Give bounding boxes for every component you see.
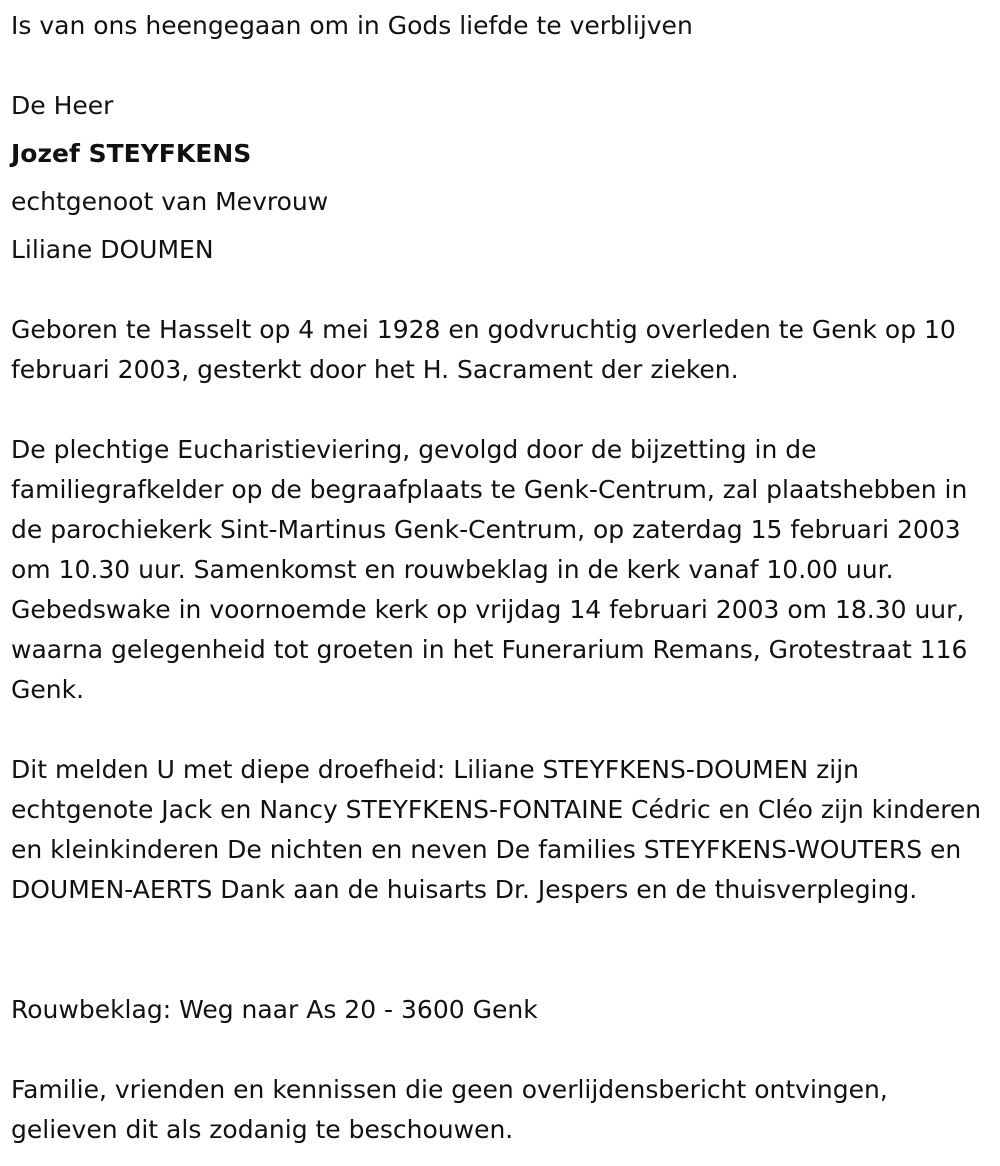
closing-paragraph: Familie, vrienden en kennissen die geen overlijdensbericht ontvingen, gelieven dit als zodanig te beschouwen. — [11, 1075, 888, 1144]
intro-line: Is van ons heengegaan om in Gods liefde te verblijven — [11, 11, 693, 40]
spouse-label: echtgenoot van Mevrouw — [11, 187, 329, 216]
spouse-name: Liliane DOUMEN — [11, 235, 214, 264]
condolence-address: Rouwbeklag: Weg naar As 20 - 3600 Genk — [11, 995, 538, 1024]
birth-death-paragraph: Geboren te Hasselt op 4 mei 1928 en godvruchtig overleden te Genk op 10 februari 2003, gesterkt door het H. Sacrament der zieken. — [11, 315, 956, 384]
ceremony-paragraph: De plechtige Eucharistieviering, gevolgd door de bijzetting in de familiegrafkelder op de begraafplaats te Genk-Centrum, zal plaatshebben in de parochiekerk Sint-Martinus Genk-Centrum, op zaterdag 15 februari 2003 om 10.30 uur. Samenkomst en rouwbeklag in de kerk vanaf 10.00 uur. Gebedswake in voornoemde kerk op vrijdag 14 februari 2003 om 18.30 uur, waarna gelegenheid tot groeten in het Funerarium Remans, Grotestraat 116 Genk. — [11, 435, 968, 704]
deceased-name: Jozef STEYFKENS — [11, 139, 252, 168]
family-paragraph: Dit melden U met diepe droefheid: Liliane STEYFKENS-DOUMEN zijn echtgenote Jack en Nancy STEYFKENS-FONTAINE Cédric en Cléo zijn kinderen en kleinkinderen De nichten en neven De families STEYFKENS-WOUTERS en DOUMEN-AERTS Dank aan de huisarts Dr. Jespers en de thuisverpleging. — [11, 755, 982, 904]
honorific-title: De Heer — [11, 91, 114, 120]
